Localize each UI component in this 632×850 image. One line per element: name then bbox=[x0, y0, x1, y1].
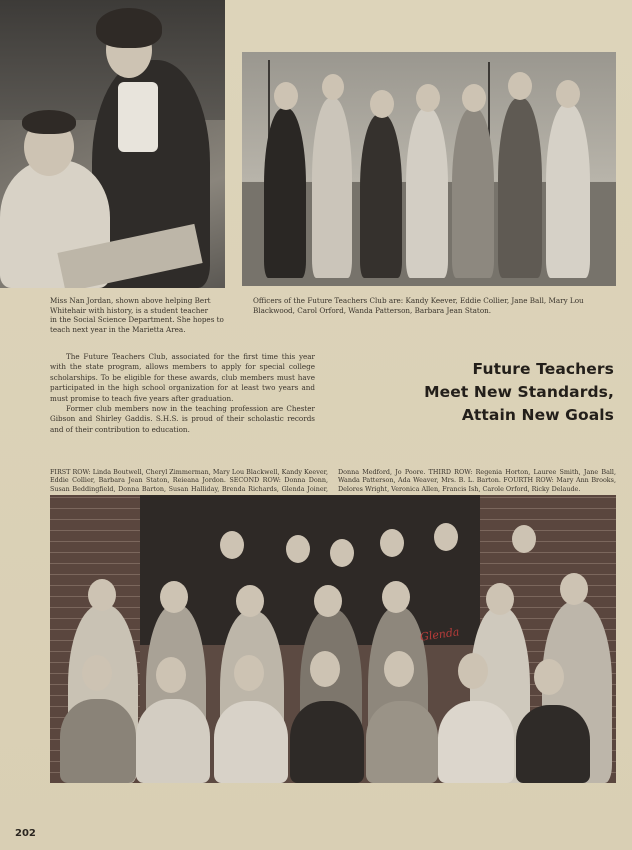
group-rows-caption: FIRST ROW: Linda Boutwell, Cheryl Zimmerman, Mary Lou Blackwell, Kandy Keever, Eddie Collier, Barbara Jean Staton, Reieana Jordon. SECOND ROW: Donna Donn, Susan Beddingfield, Donna Barton, Susan Halliday, Brenda Richards, Glenda Joiner, Donna Medford, Jo Poore. THIRD ROW: Regenia Horton, Lauree Smith, Jane Ball, Wanda Patterson, Ada Weaver, Mrs. B. L. Barton. FOURTH ROW: Mary Ann Brooks, Delores Wright, Veronica Allen, Francis Ish, Carole Orford, Ricky Delaude. bbox=[50, 468, 616, 493]
member-head bbox=[534, 659, 564, 695]
member-head bbox=[286, 535, 310, 563]
member-head bbox=[458, 653, 488, 689]
teacher-student-photo bbox=[0, 0, 225, 288]
headline-line: Meet New Standards, bbox=[424, 383, 614, 401]
member-head bbox=[330, 539, 354, 567]
member-head bbox=[434, 523, 458, 551]
officers-photo-caption: Officers of the Future Teachers Club are: Kandy Keever, Eddie Collier, Jane Ball, Mary Lou Blackwood, Carol Orford, Wanda Patterson, Barbara Jean Staton. bbox=[253, 296, 584, 315]
member-head bbox=[234, 655, 264, 691]
officer-head bbox=[274, 82, 298, 110]
member-figure bbox=[60, 699, 136, 783]
member-head bbox=[384, 651, 414, 687]
handwritten-signature: Glenda bbox=[419, 625, 461, 644]
member-figure bbox=[366, 701, 438, 783]
headline-line: Attain New Goals bbox=[461, 406, 614, 424]
officer-figure bbox=[498, 98, 542, 278]
member-head bbox=[160, 581, 188, 613]
officer-head bbox=[322, 74, 344, 100]
member-head bbox=[380, 529, 404, 557]
article-body bbox=[50, 352, 315, 435]
member-head bbox=[310, 651, 340, 687]
page-headline bbox=[424, 358, 614, 427]
article-paragraph: Former club members now in the teaching profession are Chester Gibson and Shirley Gaddis. S.H.S. is proud of their scholastic records and of their contribution to education. bbox=[50, 404, 315, 434]
member-head bbox=[220, 531, 244, 559]
officer-head bbox=[370, 90, 394, 118]
officer-figure bbox=[360, 114, 402, 278]
officers-photo bbox=[242, 52, 616, 286]
student-hair bbox=[22, 110, 76, 134]
article-paragraph: The Future Teachers Club, associated for the first time this year with the state program, allows members to apply for special college scholarships. To be eligible for these awards, club members must have participated in the high school organization for at least two years and must promise to teach five years after graduation. bbox=[50, 352, 315, 403]
headline-line: Future Teachers bbox=[472, 360, 614, 378]
teacher-hair bbox=[96, 8, 162, 48]
member-head bbox=[512, 525, 536, 553]
page-number: 202 bbox=[15, 828, 36, 839]
member-head bbox=[82, 655, 112, 691]
officer-head bbox=[416, 84, 440, 112]
member-head bbox=[236, 585, 264, 617]
officer-figure bbox=[406, 108, 448, 278]
teacher-scarf bbox=[118, 82, 158, 152]
member-head bbox=[382, 581, 410, 613]
officer-head bbox=[508, 72, 532, 100]
officer-figure bbox=[546, 104, 590, 278]
officer-figure bbox=[264, 108, 306, 278]
officer-figure bbox=[312, 98, 352, 278]
member-figure bbox=[214, 701, 288, 783]
officer-figure bbox=[452, 108, 494, 278]
member-figure bbox=[516, 705, 590, 783]
member-head bbox=[88, 579, 116, 611]
member-head bbox=[156, 657, 186, 693]
member-head bbox=[486, 583, 514, 615]
teacher-photo-caption: Miss Nan Jordan, shown above helping Bert Whitehair with history, is a student teacher in the Social Science Department. She hopes to teach next year in the Marietta Area. bbox=[50, 296, 224, 334]
officer-head bbox=[462, 84, 486, 112]
member-head bbox=[560, 573, 588, 605]
group-photo bbox=[50, 495, 616, 783]
member-figure bbox=[136, 699, 210, 783]
member-figure bbox=[290, 701, 364, 783]
officer-head bbox=[556, 80, 580, 108]
member-head bbox=[314, 585, 342, 617]
member-figure bbox=[438, 701, 514, 783]
